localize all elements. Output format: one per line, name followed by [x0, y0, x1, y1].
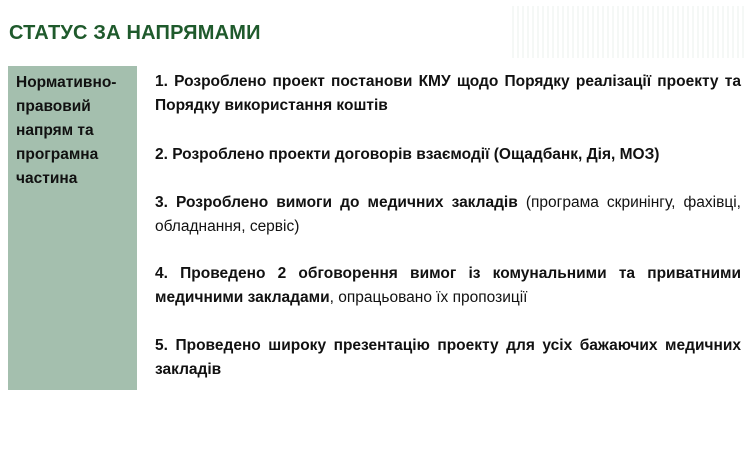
- status-item-3-normal: (програма скринінгу, фахівці, обладнання, сервіс): [155, 194, 741, 235]
- status-item-5: [155, 334, 741, 382]
- status-item-4: [155, 262, 741, 310]
- category-label: Нормативно-правовий напрям та програмна частина: [16, 74, 117, 187]
- status-item-2-bold: 2. Розроблено проекти договорів взаємодії (Ощадбанк, Дія, МОЗ): [155, 146, 660, 163]
- status-item-3-bold: 3. Розроблено вимоги до медичних закладів: [155, 194, 518, 211]
- status-item-1-bold: 1. Розроблено проект постанови КМУ щодо Порядку реалізації проекту та Порядку використання коштів: [155, 73, 741, 114]
- status-item-2: [155, 143, 741, 167]
- status-item-1: [155, 70, 741, 118]
- page-title: СТАТУС ЗА НАПРЯМАМИ: [9, 22, 261, 44]
- status-item-3: [155, 191, 741, 239]
- category-panel: [8, 66, 137, 390]
- status-item-4-bold: 4. Проведено 2 обговорення вимог із комунальними та приватними медичними закладами: [155, 265, 741, 306]
- status-item-5-bold: 5. Проведено широку презентацію проекту для усіх бажаючих медичних закладів: [155, 337, 741, 378]
- background-watermark: [512, 6, 744, 58]
- status-item-4-normal: , опрацьовано їх пропозиції: [329, 289, 528, 306]
